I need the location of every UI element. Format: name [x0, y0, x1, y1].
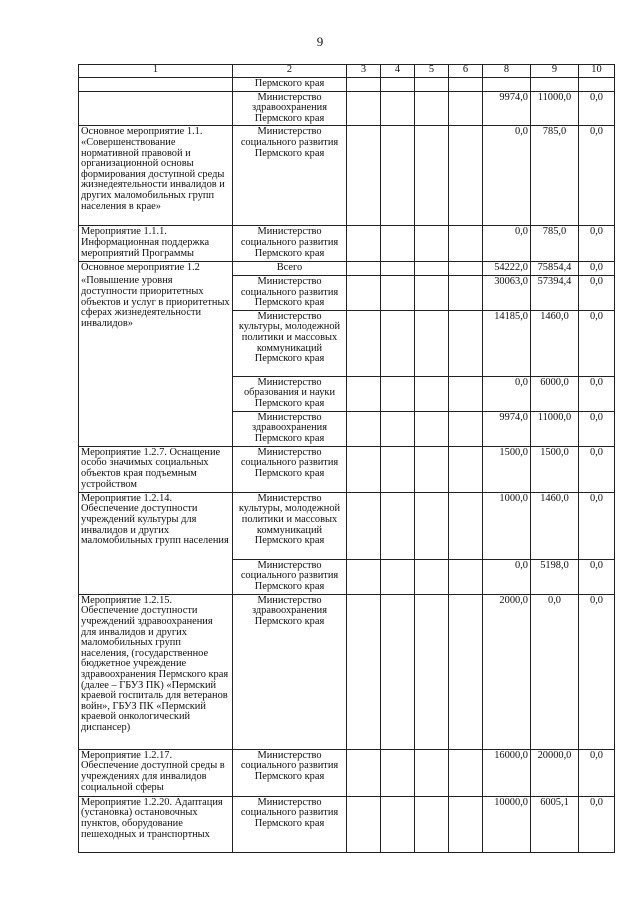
value-col10-cell: 0,0 [579, 749, 615, 796]
header-row [79, 65, 615, 78]
executor-cell: Министерство социального развития Пермского края [233, 559, 347, 594]
header-cell: 6 [449, 65, 483, 78]
value-col10-cell: 0,0 [579, 91, 615, 126]
table-row [79, 749, 615, 796]
table-row [79, 446, 615, 492]
value-col9-cell: 11000,0 [531, 91, 579, 126]
executor-cell: Всего [233, 262, 347, 276]
table-row [79, 91, 615, 126]
value-col9-cell: 20000,0 [531, 749, 579, 796]
activity-name-cell: Основное мероприятие 1.1. «Совершенствование нормативной правовой и организационной основы формирования доступной среды жизнедеятельности инвалидов и других маломобильных групп населения в крае» [79, 126, 233, 226]
header-cell: 5 [415, 65, 449, 78]
table-row [79, 492, 615, 559]
page-number: 9 [316, 34, 324, 49]
activity-name-cell: Мероприятие 1.2.20. Адаптация (установка) остановочных пунктов, оборудование пешеходных и транспортных [79, 796, 233, 852]
executor-cell: Министерство социального развития Пермского края [233, 226, 347, 262]
executor-cell: Министерство здравоохранения Пермского края [233, 411, 347, 446]
value-col10-cell: 0,0 [579, 796, 615, 852]
value-col8-cell: 10000,0 [483, 796, 531, 852]
value-col10-cell: 0,0 [579, 411, 615, 446]
value-col10-cell: 0,0 [579, 594, 615, 749]
activity-name-cell [79, 91, 233, 126]
executor-cell: Министерство социального развития Пермского края [233, 126, 347, 226]
value-col9-cell: 785,0 [531, 126, 579, 226]
header-cell: 3 [347, 65, 381, 78]
value-col8-cell: 2000,0 [483, 594, 531, 749]
table-row [79, 262, 615, 276]
value-col9-cell: 0,0 [531, 594, 579, 749]
value-col8-cell: 0,0 [483, 226, 531, 262]
value-col10-cell: 0,0 [579, 226, 615, 262]
value-col10-cell: 0,0 [579, 126, 615, 226]
table-row [79, 226, 615, 262]
value-col10-cell: 0,0 [579, 446, 615, 492]
activity-name-cell: Мероприятие 1.1.1. Информационная поддержка мероприятий Программы [79, 226, 233, 262]
activity-name-cell [79, 78, 233, 92]
value-col8-cell: 16000,0 [483, 749, 531, 796]
value-col10-cell: 0,0 [579, 262, 615, 276]
value-col8-cell: 1500,0 [483, 446, 531, 492]
table-row [79, 594, 615, 749]
value-col8-cell: 54222,0 [483, 262, 531, 276]
header-cell: 8 [483, 65, 531, 78]
executor-cell: Министерство культуры, молодежной политики и массовых коммуникаций Пермского края [233, 492, 347, 559]
activity-name-cell: Мероприятие 1.2.14. Обеспечение доступности учреждений культуры для инвалидов и других маломобильных групп населения [79, 492, 233, 594]
executor-cell: Министерство социального развития Пермского края [233, 446, 347, 492]
executor-cell: Министерство образования и науки Пермского края [233, 376, 347, 411]
value-col9-cell: 75854,4 [531, 262, 579, 276]
value-col10-cell [579, 78, 615, 92]
header-cell: 4 [381, 65, 415, 78]
value-col10-cell: 0,0 [579, 492, 615, 559]
executor-cell: Министерство культуры, молодежной политики и массовых коммуникаций Пермского края [233, 310, 347, 376]
value-col9-cell: 1500,0 [531, 446, 579, 492]
executor-cell: Министерство социального развития Пермского края [233, 749, 347, 796]
table-row [79, 78, 615, 92]
value-col10-cell: 0,0 [579, 376, 615, 411]
value-col9-cell [531, 78, 579, 92]
value-col8-cell: 30063,0 [483, 275, 531, 310]
value-col10-cell: 0,0 [579, 310, 615, 376]
value-col8-cell: 9974,0 [483, 411, 531, 446]
value-col9-cell: 785,0 [531, 226, 579, 262]
value-col9-cell: 1460,0 [531, 310, 579, 376]
value-col10-cell: 0,0 [579, 559, 615, 594]
value-col10-cell: 0,0 [579, 275, 615, 310]
executor-cell: Министерство социального развития Пермского края [233, 796, 347, 852]
value-col9-cell: 57394,4 [531, 275, 579, 310]
program-table [78, 64, 615, 853]
value-col8-cell: 14185,0 [483, 310, 531, 376]
value-col8-cell: 9974,0 [483, 91, 531, 126]
value-col9-cell: 6000,0 [531, 376, 579, 411]
value-col8-cell: 0,0 [483, 559, 531, 594]
activity-name-cell: Основное мероприятие 1.2 [79, 262, 233, 276]
value-col9-cell: 1460,0 [531, 492, 579, 559]
value-col8-cell [483, 78, 531, 92]
activity-name-cell: Мероприятие 1.2.15. Обеспечение доступности учреждений здравоохранения для инвалидов и других маломобильных групп населения, (государственное бюджетное учреждение здравоохранения Пермского края (далее – ГБУЗ ПК) «Пермский краевой госпиталь для ветеранов войн», ГБУЗ ПК «Пермский краевой онкологический диспансер) [79, 594, 233, 749]
header-cell: 10 [579, 65, 615, 78]
executor-cell: Министерство здравоохранения Пермского края [233, 594, 347, 749]
value-col9-cell: 5198,0 [531, 559, 579, 594]
activity-name-cell: «Повышение уровня доступности приоритетных объектов и услуг в приоритетных сферах жизнедеятельности инвалидов» [79, 275, 233, 446]
header-cell: 9 [531, 65, 579, 78]
activity-name-cell: Мероприятие 1.2.17. Обеспечение доступной среды в учреждениях для инвалидов социальной сферы [79, 749, 233, 796]
activity-name-cell: Мероприятие 1.2.7. Оснащение особо значимых социальных объектов края подъемным устройством [79, 446, 233, 492]
value-col8-cell: 0,0 [483, 126, 531, 226]
table-row [79, 796, 615, 852]
executor-cell: Пермского края [233, 78, 347, 92]
executor-cell: Министерство здравоохранения Пермского края [233, 91, 347, 126]
value-col9-cell: 6005,1 [531, 796, 579, 852]
value-col9-cell: 11000,0 [531, 411, 579, 446]
table-row [79, 275, 615, 310]
executor-cell: Министерство социального развития Пермского края [233, 275, 347, 310]
table-row [79, 126, 615, 226]
value-col8-cell: 1000,0 [483, 492, 531, 559]
value-col8-cell: 0,0 [483, 376, 531, 411]
header-cell: 1 [79, 65, 233, 78]
header-cell: 2 [233, 65, 347, 78]
